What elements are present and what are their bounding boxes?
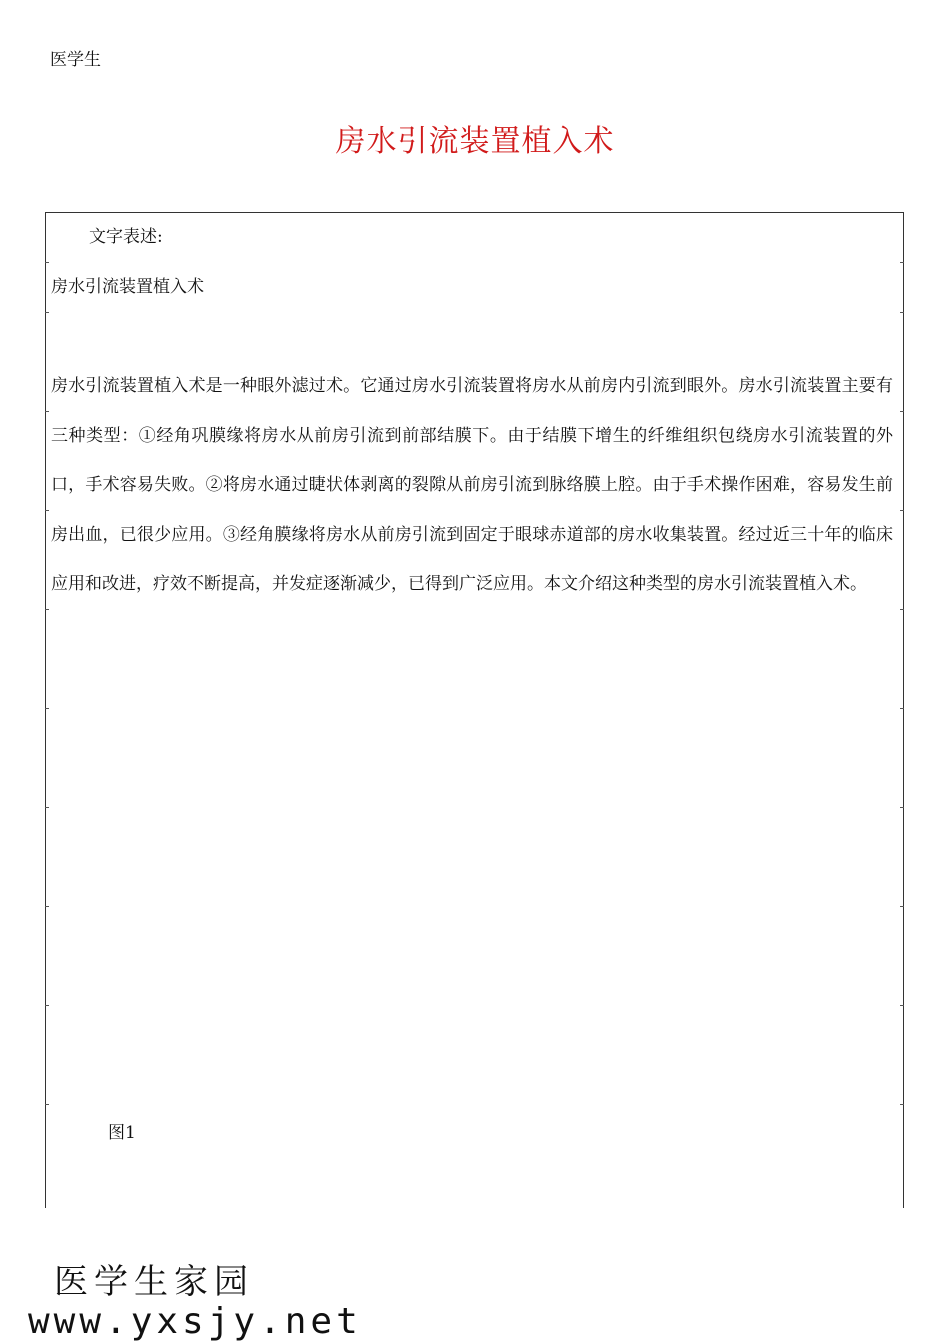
frame-tick <box>900 708 904 709</box>
frame-tick <box>900 906 904 907</box>
frame-tick <box>45 1104 49 1105</box>
frame-tick <box>900 1104 904 1105</box>
frame-tick <box>900 609 904 610</box>
watermark-url: www.yxsjy.net <box>28 1301 362 1342</box>
frame-tick <box>45 411 49 412</box>
frame-tick <box>900 1005 904 1006</box>
watermark-name: 医学生家园 <box>54 1262 254 1302</box>
frame-tick <box>900 807 904 808</box>
body-paragraph: 房水引流装置植入术是一种眼外滤过术。它通过房水引流装置将房水从前房内引流到眼外。房水引流装置主要有三种类型：①经角巩膜缘将房水从前房引流到前部结膜下。由于结膜下增生的纤维组织包绕房水引流装置的外口，手术容易失败。②将房水通过睫状体剥离的裂隙从前房引流到脉络膜上腔。由于手术操作困难，容易发生前房出血，已很少应用。③经角膜缘将房水从前房引流到固定于眼球赤道部的房水收集装置。经过近三十年的临床应用和改进，疗效不断提高，并发症逐渐减少，已得到广泛应用。本文介绍这种类型的房水引流装置植入术。 <box>51 376 893 594</box>
frame-tick <box>900 411 904 412</box>
frame-tick <box>45 906 49 907</box>
frame-tick <box>45 262 49 263</box>
frame-tick <box>45 510 49 511</box>
frame-tick <box>900 312 904 313</box>
document-title: 房水引流装置植入术 <box>335 124 615 159</box>
frame-tick <box>45 609 49 610</box>
frame-tick <box>900 262 904 263</box>
frame-tick <box>45 807 49 808</box>
document-subtitle: 房水引流装置植入术 <box>51 277 204 297</box>
frame-tick <box>45 708 49 709</box>
content-frame <box>45 212 904 1208</box>
frame-tick <box>45 1005 49 1006</box>
frame-tick <box>45 312 49 313</box>
section-label: 文字表述: <box>89 227 163 247</box>
header-label: 医学生 <box>50 50 101 70</box>
site-watermark <box>28 1262 362 1342</box>
figure-label: 图1 <box>108 1123 136 1143</box>
frame-tick <box>900 510 904 511</box>
